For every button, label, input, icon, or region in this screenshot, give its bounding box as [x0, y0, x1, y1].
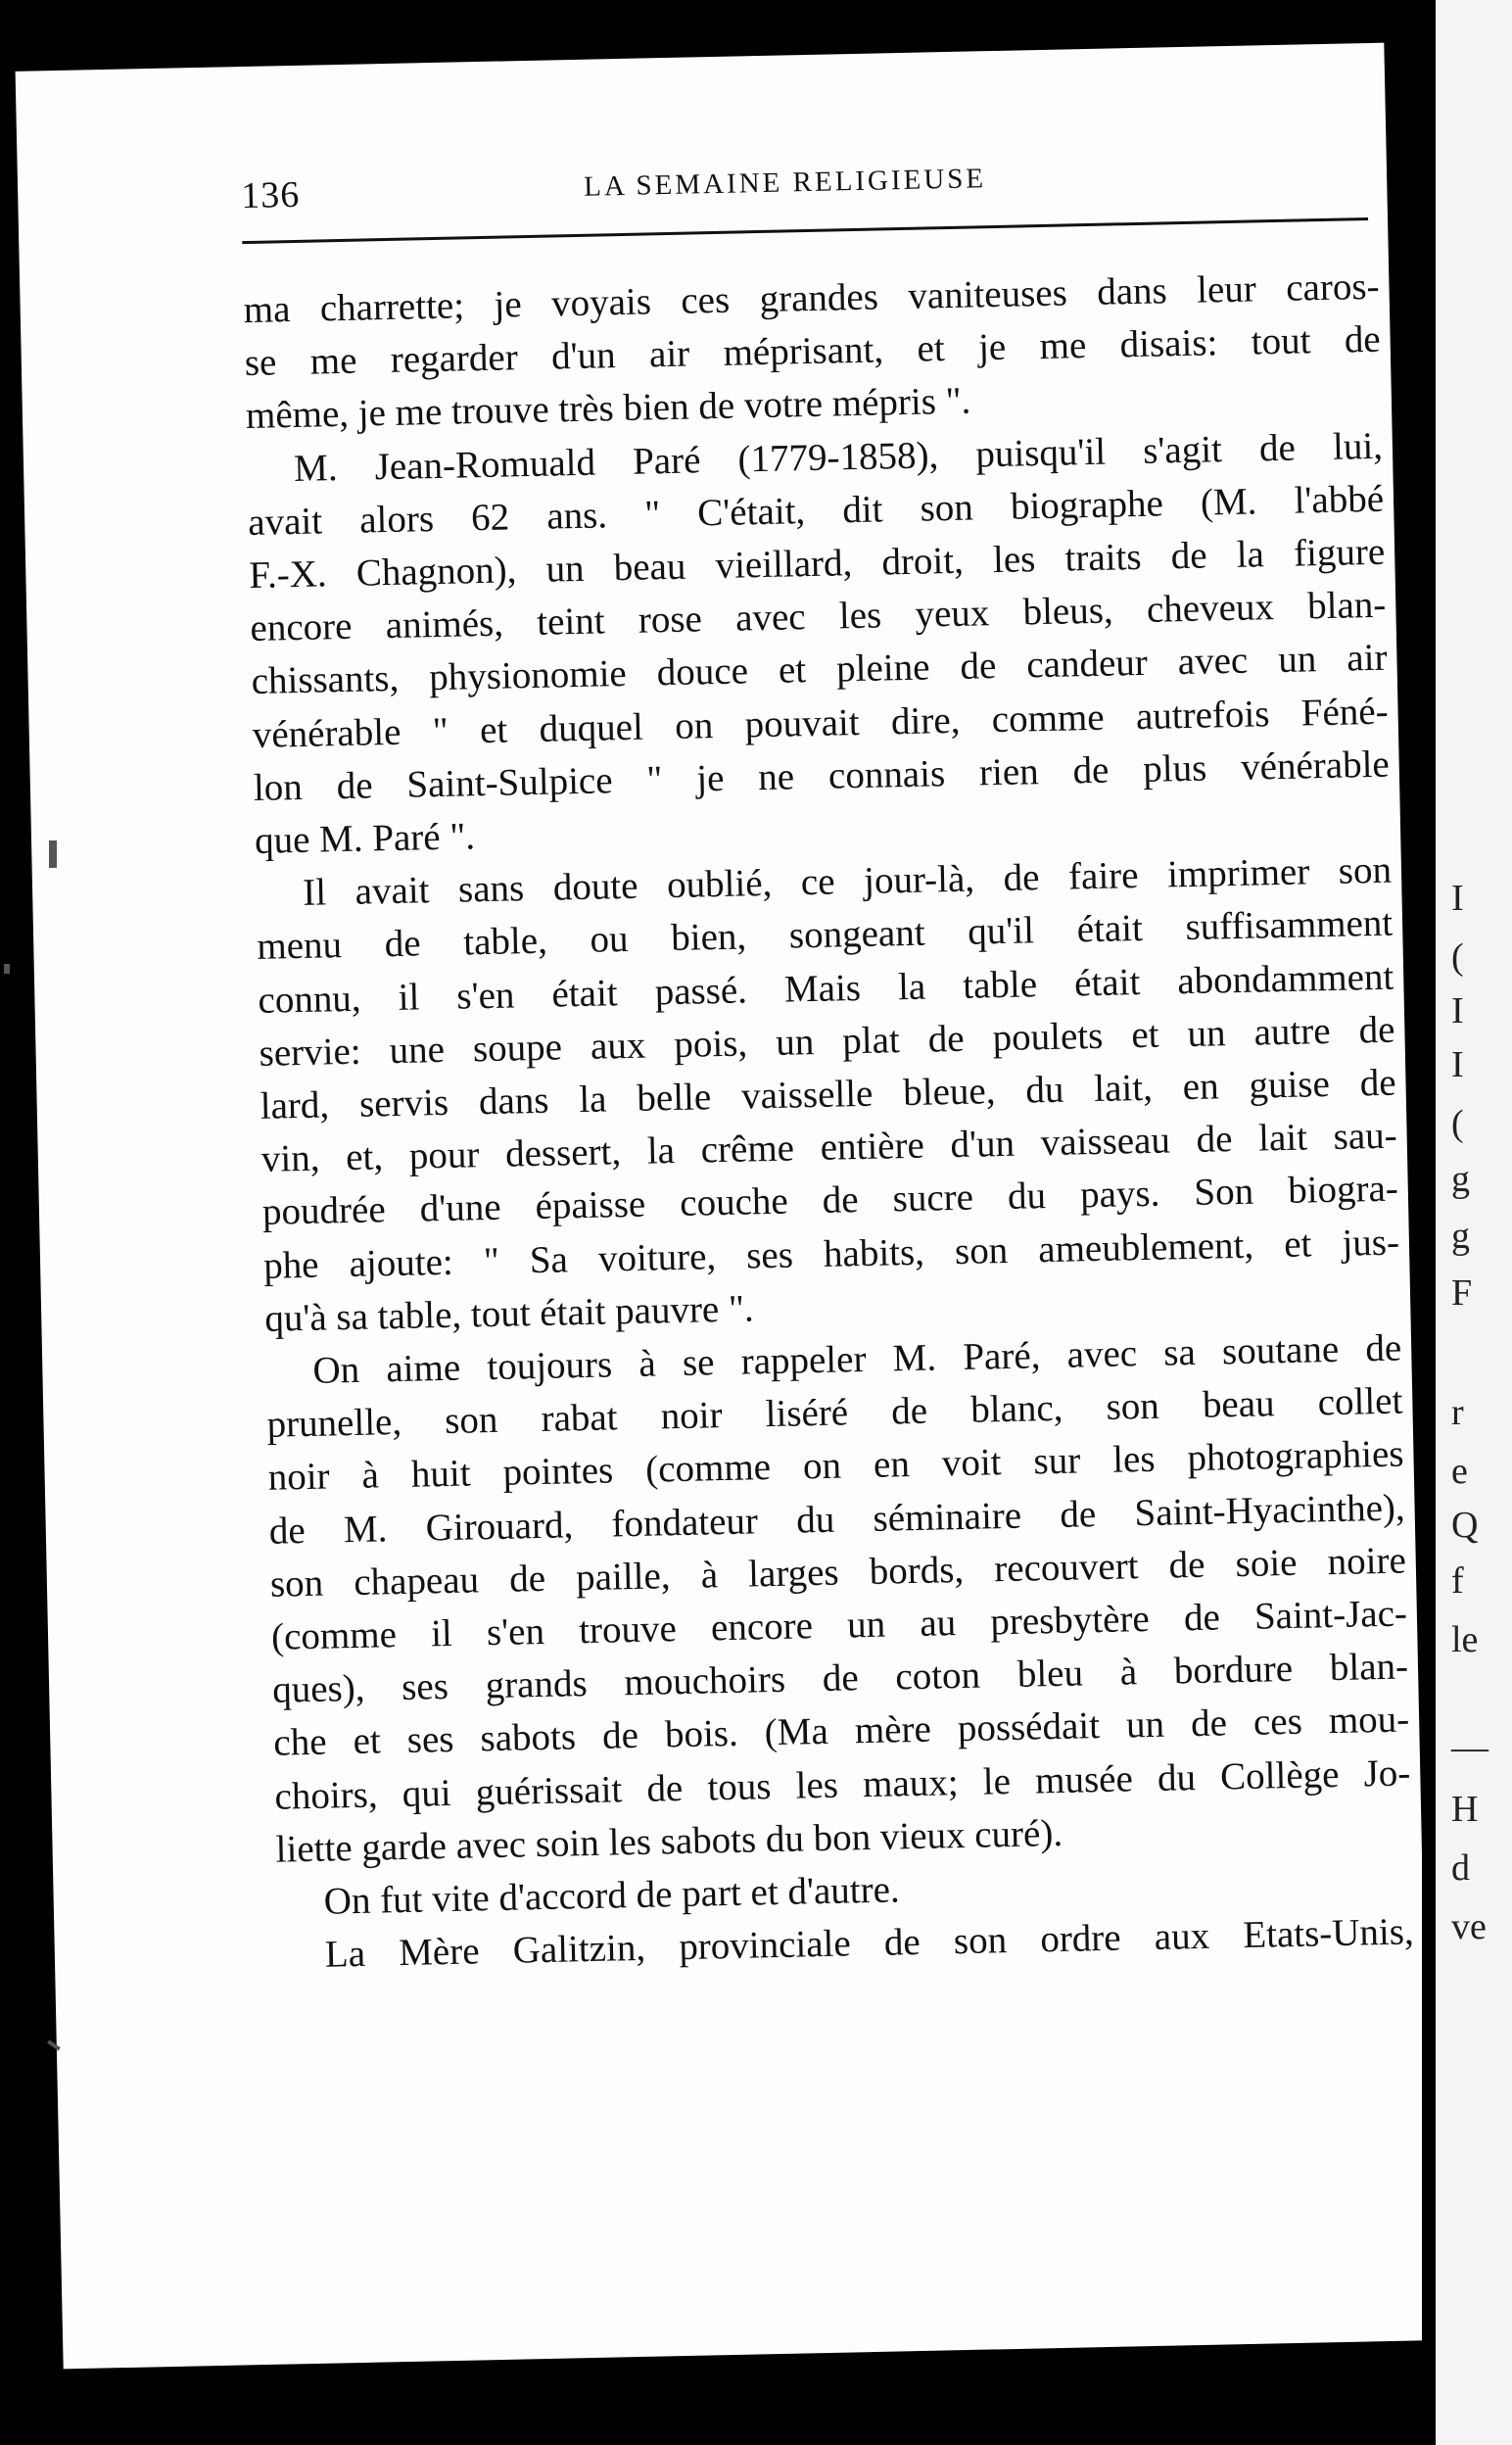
text-line: noir à huit pointes (comme on en voit sur les photographies [267, 1432, 1404, 1500]
adjacent-page-fragment: I [1451, 878, 1464, 919]
adjacent-page-fragment: e [1451, 1451, 1468, 1492]
text-line: ques), ses grands mouchoirs de coton bleu à bordure blan- [271, 1645, 1409, 1712]
adjacent-page-fragment: I [1451, 990, 1464, 1031]
text-line: choirs, qui guérissait de tous les maux; le musée du Collège Jo- [274, 1751, 1411, 1818]
text-line: phe ajoute: " Sa voiture, ses habits, son ameublement, et jus- [262, 1221, 1400, 1287]
adjacent-page-fragment: H [1451, 1789, 1479, 1830]
adjacent-page-fragment: r [1451, 1392, 1464, 1433]
scan-mark [49, 840, 57, 868]
adjacent-page-edge [1422, 0, 1512, 2445]
text-line: ma charrette; je voyais ces grandes vaniteuses dans leur caros- [243, 264, 1380, 332]
adjacent-page-fragment: ve [1451, 1906, 1487, 1947]
text-line: On aime toujours à se rappeler M. Paré, avec sa soutane de [311, 1326, 1402, 1392]
scan-mark [4, 964, 10, 974]
adjacent-page-fragment: — [1451, 1727, 1488, 1768]
text-line: connu, il s'en était passé. Mais la table était abondamment [258, 955, 1394, 1022]
text-line: On fut vite d'accord de part et d'autre. [323, 1868, 901, 1923]
text-line: qu'à sa table, tout était pauvre ". [263, 1287, 755, 1340]
text-line: lard, servis dans la belle vaisselle bleue, du lait, en guise de [260, 1061, 1396, 1127]
text-line: vénérable " et duquel on pouvait dire, comme autrefois Féné- [252, 690, 1390, 756]
running-title: LA SEMAINE RELIGIEUSE [583, 163, 987, 203]
page-number: 136 [240, 173, 301, 217]
text-line: se me regarder d'un air méprisant, et je me disais: tout de [244, 317, 1382, 385]
text-line: vin, et, pour dessert, la crême entière d'un vaisseau de lait sau- [260, 1114, 1398, 1181]
text-line: (comme il s'en trouve encore un au presbytère de Saint-Jac- [270, 1592, 1408, 1658]
adjacent-page-fragment: ( [1451, 1103, 1464, 1144]
text-line: servie: une soupe aux pois, un plat de poulets et un autre de [259, 1008, 1395, 1075]
text-line: F.-X. Chagnon), un beau vieillard, droit, les traits de la figure [248, 530, 1386, 598]
text-line: son chapeau de paille, à larges bords, recouvert de soie noire [269, 1539, 1407, 1606]
adjacent-page-fragment: le [1451, 1619, 1479, 1660]
book-page [16, 43, 1433, 2370]
text-line: que M. Paré ". [254, 815, 476, 862]
text-line: poudrée d'une épaisse couche de sucre du pays. Son biogra- [261, 1168, 1399, 1234]
adjacent-page-fragment: F [1451, 1272, 1473, 1314]
text-line: même, je me trouve très bien de votre mépris ". [245, 379, 971, 438]
adjacent-page-fragment: I [1451, 1044, 1464, 1085]
adjacent-page-fragment: Q [1451, 1505, 1479, 1546]
text-line: prunelle, son rabat noir liséré de blanc, son beau collet [266, 1379, 1403, 1447]
page-gutter [1422, 0, 1436, 2445]
text-line: avait alors 62 ans. " C'était, dit son biographe (M. l'abbé [247, 477, 1385, 544]
adjacent-page-fragment: d [1451, 1847, 1470, 1889]
text-line: La Mère Galitzin, provinciale de son ordre aux Etats-Unis, [324, 1910, 1415, 1976]
text-line: lon de Saint-Sulpice " je ne connais rien de plus vénérable [253, 743, 1391, 809]
adjacent-page-fragment: f [1451, 1560, 1464, 1602]
adjacent-page-fragment: g [1451, 1216, 1470, 1257]
text-line: de M. Girouard, fondateur du séminaire de Saint-Hyacinthe), [268, 1486, 1406, 1553]
adjacent-page-fragment: ( [1451, 936, 1464, 978]
body-text [243, 261, 1414, 1983]
text-line: che et ses sabots de bois. (Ma mère possédait un de ces mou- [272, 1698, 1410, 1765]
text-line: chissants, physionomie douce et pleine de candeur avec un air [251, 637, 1388, 703]
text-line: Il avait sans doute oublié, ce jour-là, de faire imprimer son [302, 848, 1393, 915]
text-line: menu de table, ou bien, songeant qu'il était suffisamment [256, 902, 1394, 969]
text-line: M. Jean-Romuald Paré (1779-1858), puisqu'il s'agit de lui, [293, 424, 1384, 490]
adjacent-page-fragment: g [1451, 1159, 1470, 1200]
text-line: liette garde avec soin les sabots du bon vieux curé). [275, 1811, 1063, 1871]
text-line: encore animés, teint rose avec les yeux bleus, cheveux blan- [250, 583, 1387, 650]
